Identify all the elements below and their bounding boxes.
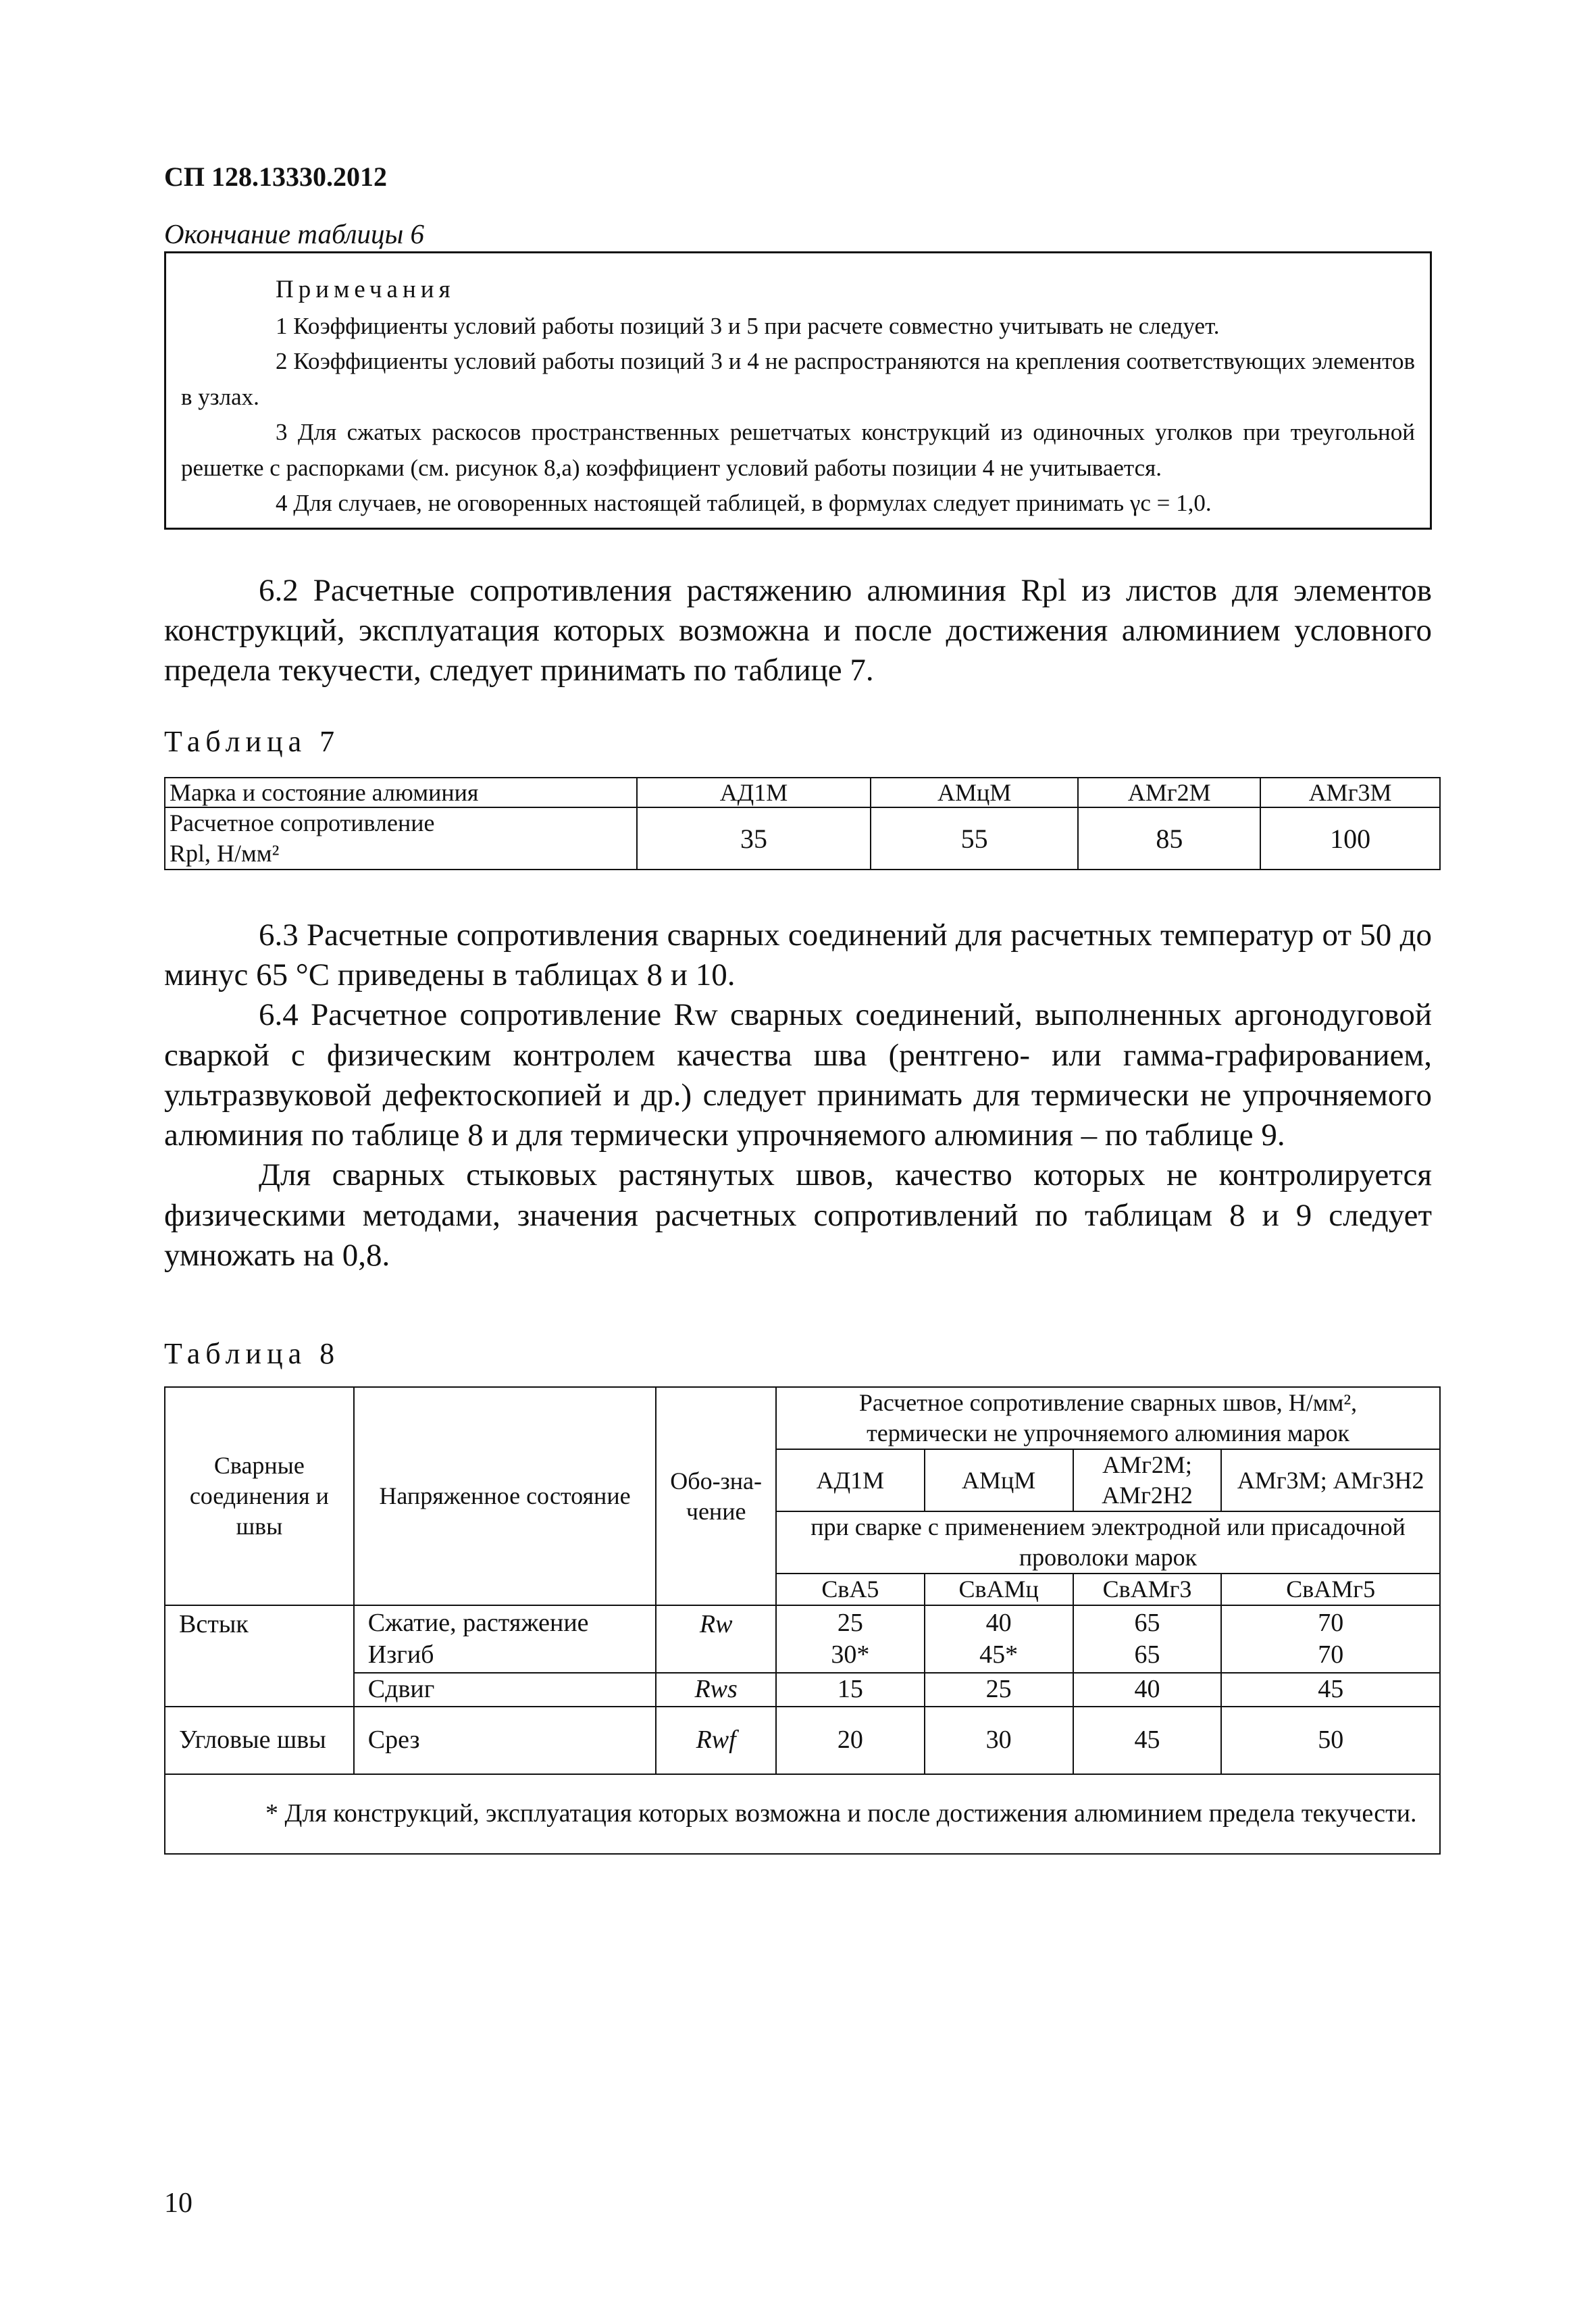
table-7	[164, 777, 1441, 870]
table-continuation-title: Окончание таблицы 6	[164, 218, 425, 249]
table-8-caption: Таблица 8	[164, 1337, 340, 1370]
table-7-value: 55	[871, 807, 1079, 870]
value-pair	[925, 1605, 1073, 1673]
notes-heading: Примечания	[276, 276, 455, 303]
table-7-header-cell: АМцМ	[871, 778, 1079, 807]
header-joints: Сварные соединения и швы	[165, 1387, 354, 1605]
value: 20	[776, 1707, 925, 1774]
table-footnote-row	[165, 1774, 1440, 1854]
row-label-line1: Расчетное сопротивление	[170, 809, 435, 836]
paragraph-6-4-text: 6.4 Расчетное сопротивление Rw сварных соединений, выполненных аргонодуговой сваркой с физическим контролем качества шва (рентгено- или гамма-графированием, ультразвуковой дефектоскопией и др.) следует принимать для термически не упрочняемого алюминия по таблице 8 и для термически упрочняемого алюминия – по таблице 9.	[164, 997, 1432, 1153]
table-row	[165, 1673, 1440, 1707]
value: 40	[985, 1608, 1012, 1637]
value-pair	[776, 1605, 925, 1673]
wire-header: СвАМг5	[1221, 1574, 1440, 1605]
paragraphs-6-3-6-4	[164, 915, 1432, 1276]
wire-header: СвАМг3	[1073, 1574, 1222, 1605]
note-2: 2 Коэффициенты условий работы позиций 3 и 4 не распространяются на крепления соответствующих элементов в узлах.	[181, 348, 1415, 410]
header-resistance-group: Расчетное сопротивление сварных швов, Н/мм², термически не упрочняемого алюминия марок	[776, 1387, 1440, 1449]
paragraph-6-2-text: 6.2 Расчетные сопротивления растяжению алюминия Rpl из листов для элементов конструкций, эксплуатация которых возможна и после достижения алюминием условного предела текучести, следует принимать по таблице 7.	[164, 573, 1432, 688]
value: 15	[776, 1673, 925, 1707]
table-7-header-cell: АМг2М	[1078, 778, 1260, 807]
table-row	[165, 1707, 1440, 1774]
header-stress: Напряженное состояние	[354, 1387, 656, 1605]
value: 30	[925, 1707, 1073, 1774]
note-1: 1 Коэффициенты условий работы позиций 3 и 5 при расчете совместно учитывать не следует.	[276, 312, 1220, 339]
symbol-rws: Rws	[656, 1673, 776, 1707]
value: 65	[1134, 1608, 1160, 1637]
paragraph-6-3-text: 6.3 Расчетные сопротивления сварных соединений для расчетных температур от 50 до минус 65 °С приведены в таблицах 8 и 10.	[164, 917, 1432, 993]
value: 40	[1073, 1673, 1222, 1707]
wire-header: СвА5	[776, 1574, 925, 1605]
table-7-caption: Таблица 7	[164, 725, 340, 758]
fillet-weld-label: Угловые швы	[165, 1707, 354, 1774]
table-7-row	[165, 807, 1440, 870]
note-4: 4 Для случаев, не оговоренных настоящей таблицей, в формулах следует принимать γc = 1,0.	[276, 490, 1212, 516]
cut-label: Срез	[354, 1707, 656, 1774]
stress-compress-bend	[354, 1605, 656, 1673]
grade-header: АМцМ	[925, 1449, 1073, 1511]
wire-group-header: при сварке с применением электродной или присадочной проволоки марок	[776, 1511, 1440, 1574]
value: 25	[925, 1673, 1073, 1707]
value-pair	[1221, 1605, 1440, 1673]
table-7-header-row	[165, 778, 1440, 807]
grade-header: АМг2М; АМг2Н2	[1073, 1449, 1222, 1511]
row-label-line2: Rpl, Н/мм²	[170, 840, 280, 867]
table-7-header-cell: АД1М	[637, 778, 871, 807]
value: 50	[1221, 1707, 1440, 1774]
value: 45	[1221, 1673, 1440, 1707]
compress-label: Сжатие, растяжение	[367, 1608, 589, 1637]
value: 45	[1073, 1707, 1222, 1774]
grade-header: АМг3М; АМг3Н2	[1221, 1449, 1440, 1511]
value: 45*	[979, 1640, 1019, 1669]
value: 25	[837, 1608, 863, 1637]
table-7-header-cell: Марка и состояние алюминия	[165, 778, 637, 807]
table-8-footnote: * Для конструкций, эксплуатация которых возможна и после достижения алюминием предела текучести.	[165, 1774, 1440, 1854]
table-7-value: 35	[637, 807, 871, 870]
table-row	[165, 1605, 1440, 1673]
table-7-row-label	[165, 807, 637, 870]
butt-joint-label: Встык	[165, 1605, 354, 1707]
table-7-value: 85	[1078, 807, 1260, 870]
table-8	[164, 1386, 1441, 1855]
value: 65	[1134, 1640, 1160, 1669]
value-pair	[1073, 1605, 1222, 1673]
value: 70	[1318, 1640, 1344, 1669]
table-7-value: 100	[1260, 807, 1440, 870]
header-symbol: Обо-зна-чение	[656, 1387, 776, 1605]
document-code: СП 128.13330.2012	[164, 161, 387, 192]
wire-header: СвАМц	[925, 1574, 1073, 1605]
page-number: 10	[164, 2188, 192, 2219]
notes-box	[164, 251, 1432, 530]
paragraph-6-4-cont-text: Для сварных стыковых растянутых швов, качество которых не контролируется физическими методами, значения расчетных сопротивлений по таблицам 8 и 9 следует умножать на 0,8.	[164, 1157, 1432, 1273]
symbol-rw: Rw	[656, 1605, 776, 1673]
note-3: 3 Для сжатых раскосов пространственных решетчатых конструкций из одиночных уголков при треугольной решетке с распорками (см. рисунок 8,а) коэффициент условий работы позиции 4 не учитывается.	[181, 419, 1415, 481]
bend-label: Изгиб	[367, 1640, 434, 1669]
shear-label: Сдвиг	[354, 1673, 656, 1707]
value: 70	[1318, 1608, 1344, 1637]
table-7-header-cell: АМг3М	[1260, 778, 1440, 807]
symbol-rwf: Rwf	[656, 1707, 776, 1774]
grade-header: АД1М	[776, 1449, 925, 1511]
paragraph-6-2	[164, 571, 1432, 691]
value: 30*	[831, 1640, 870, 1669]
